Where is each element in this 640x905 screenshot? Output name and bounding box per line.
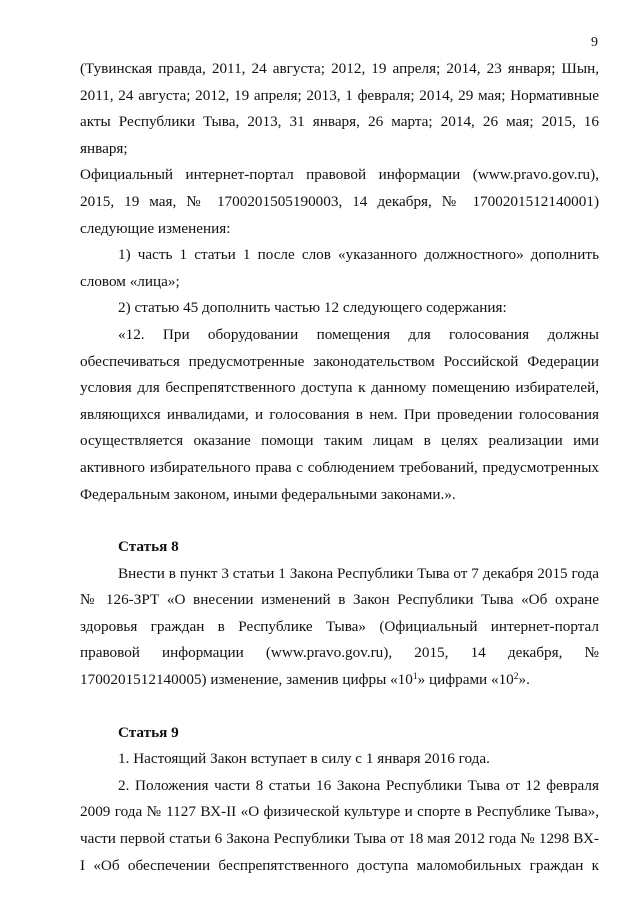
text-line: «12. При оборудовании помещения для голосования должны [118, 325, 599, 343]
page-number: 9 [591, 35, 598, 50]
text-line: (Тувинская правда, 2011, 24 августа; 2012, 19 апреля; 2014, 23 января; Шын, [80, 60, 599, 77]
text-span: ». [518, 671, 530, 689]
text-line: № 126-ЗРТ «О внесении изменений в Закон Республики Тыва «Об охране [80, 591, 599, 609]
item-2-paragraph: 2) статью 45 дополнить частью 12 следующего содержания: [118, 299, 507, 317]
superscript: 1 [412, 671, 418, 682]
article-9-paragraph-1: 1. Настоящий Закон вступает в силу с 1 января 2016 года. [118, 750, 490, 768]
article-8-paragraph [80, 561, 599, 694]
text-line: 1) часть 1 статьи 1 после слов «указанного должностного» дополнить [118, 246, 599, 264]
text-line: правовой информации (www.pravo.gov.ru), 2015, 14 декабря, № [80, 644, 599, 662]
text-line: следующие изменения: [80, 219, 231, 237]
intro-paragraph [80, 56, 599, 242]
superscript: 2 [513, 671, 519, 682]
text-line: Внести в пункт 3 статьи 1 Закона Республики Тыва от 7 декабря 2015 года [118, 564, 599, 582]
text-line: 2. Положения части 8 статьи 16 Закона Республики Тыва от 12 февраля [118, 776, 599, 794]
text-line: 2015, 19 мая, № 1700201505190003, 14 декабря, № 1700201512140001) [80, 192, 599, 210]
text-line: условия для беспрепятственного доступа к данному помещению избирателей, [80, 379, 599, 397]
document-body [80, 56, 599, 879]
text-line: словом «лица»; [80, 272, 180, 290]
quoted-part-12 [80, 322, 599, 508]
text-line: обеспечиваться предусмотренные законодательством Российской Федерации [80, 352, 599, 370]
text-line: Официальный интернет-портал правовой информации (www.pravo.gov.ru), [80, 166, 599, 184]
article-9-paragraph-2 [80, 773, 599, 879]
text-line: являющихся инвалидами, и голосования в нем. При проведении голосования [80, 405, 599, 423]
text-line: части первой статьи 6 Закона Республики Тыва от 18 мая 2012 года № 1298 ВХ- [80, 830, 599, 848]
text-line: Федеральным законом, иными федеральными законами.». [80, 485, 456, 503]
article-9-heading: Статья 9 [118, 723, 179, 741]
text-line: активного избирательного права с соблюдением требований, предусмотренных [80, 458, 599, 476]
text-line: осуществляется оказание помощи таким лицам в целях реализации ими [80, 432, 599, 450]
text-line [80, 667, 599, 694]
text-line: акты Республики Тыва, 2013, 31 января, 26 марта; 2014, 26 мая; 2015, 16 января; [80, 113, 599, 157]
text-line: 2011, 24 августа; 2012, 19 апреля; 2013, 1 февраля; 2014, 29 мая; Нормативные [80, 86, 599, 104]
text-line: 2009 года № 1127 ВХ-II «О физической культуре и спорте в Республике Тыва», [80, 803, 599, 821]
text-line: здоровья граждан в Республике Тыва» (Официальный интернет-портал [80, 617, 599, 635]
text-line: I «Об обеспечении беспрепятственного доступа маломобильных граждан к [80, 856, 599, 874]
text-span: 1700201512140005) изменение, заменив цифры «10 [80, 671, 413, 689]
item-1-paragraph [80, 242, 599, 295]
text-span: » цифрами «10 [417, 671, 514, 689]
article-8-heading: Статья 8 [118, 538, 179, 556]
